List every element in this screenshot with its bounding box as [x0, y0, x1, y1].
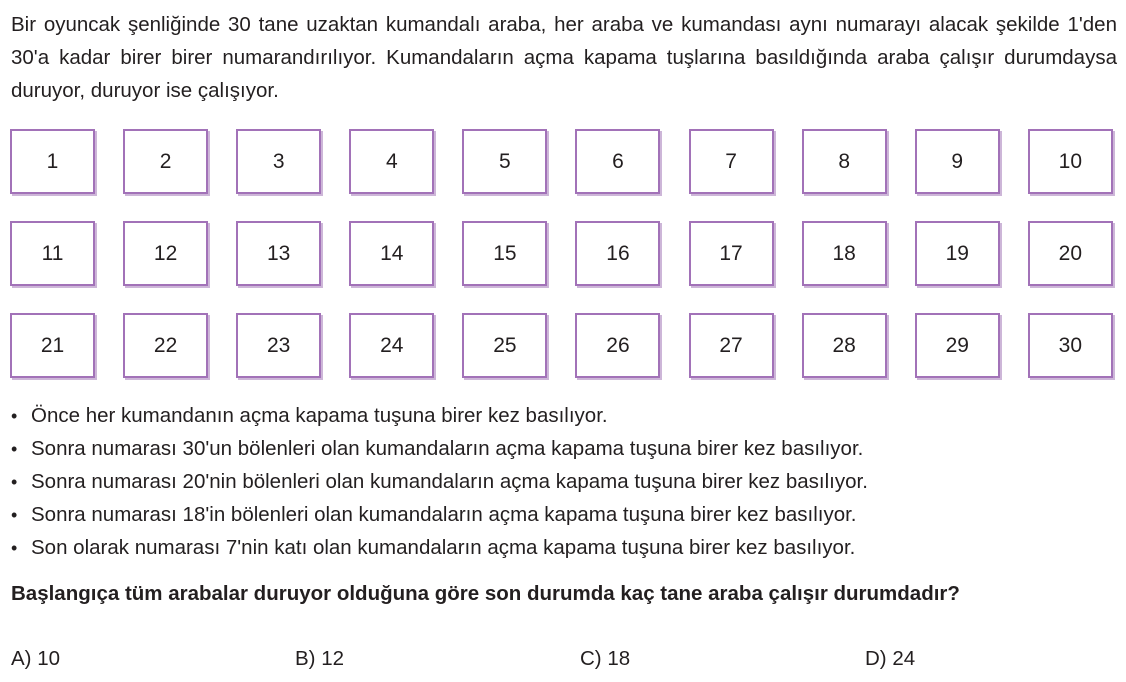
bullet-icon: •	[11, 538, 18, 558]
number-box: 24	[349, 313, 434, 378]
choice-b[interactable]: B) 12	[295, 647, 344, 670]
bullet-icon: •	[11, 406, 18, 426]
number-box: 23	[236, 313, 321, 378]
number-box: 19	[915, 221, 1000, 286]
answer-choices	[11, 642, 1111, 675]
number-box: 17	[689, 221, 774, 286]
number-box: 9	[915, 129, 1000, 194]
number-box: 10	[1028, 129, 1113, 194]
number-box: 5	[462, 129, 547, 194]
car-number-grid	[10, 129, 1114, 378]
number-box: 14	[349, 221, 434, 286]
choice-a[interactable]: A) 10	[11, 647, 60, 670]
number-box: 15	[462, 221, 547, 286]
number-box: 27	[689, 313, 774, 378]
number-box: 2	[123, 129, 208, 194]
number-box: 1	[10, 129, 95, 194]
number-box: 16	[575, 221, 660, 286]
number-box: 7	[689, 129, 774, 194]
step-item	[11, 465, 868, 498]
number-box: 4	[349, 129, 434, 194]
step-text: Son olarak numarası 7'nin katı olan kumandaların açma kapama tuşuna birer kez basılıyor.	[31, 536, 856, 559]
step-item	[11, 432, 868, 465]
problem-intro: Bir oyuncak şenliğinde 30 tane uzaktan kumandalı araba, her araba ve kumandası aynı numarayı alacak şekilde 1'den 30'a kadar birer birer numarandırılıyor. Kumandaların açma kapama tuşlarına basıldığında araba çalışır durumdaysa duruyor, duruyor ise çalışıyor.	[11, 13, 1117, 102]
step-text: Sonra numarası 20'nin bölenleri olan kumandaların açma kapama tuşuna birer kez basılıyor.	[31, 470, 868, 493]
number-box: 28	[802, 313, 887, 378]
step-text: Sonra numarası 18'in bölenleri olan kumandaların açma kapama tuşuna birer kez basılıyor.	[31, 503, 857, 526]
number-box: 3	[236, 129, 321, 194]
number-box: 20	[1028, 221, 1113, 286]
step-item	[11, 399, 868, 432]
step-item	[11, 498, 868, 531]
number-box: 25	[462, 313, 547, 378]
number-box: 12	[123, 221, 208, 286]
step-list	[11, 399, 868, 564]
bullet-icon: •	[11, 505, 18, 525]
bullet-icon: •	[11, 472, 18, 492]
number-box: 29	[915, 313, 1000, 378]
number-box: 8	[802, 129, 887, 194]
number-box: 22	[123, 313, 208, 378]
bullet-icon: •	[11, 439, 18, 459]
number-box: 30	[1028, 313, 1113, 378]
number-box: 21	[10, 313, 95, 378]
number-box: 13	[236, 221, 321, 286]
number-box: 18	[802, 221, 887, 286]
step-item	[11, 531, 868, 564]
choice-c[interactable]: C) 18	[580, 647, 631, 670]
step-text: Sonra numarası 30'un bölenleri olan kumandaların açma kapama tuşuna birer kez basılıyor.	[31, 437, 864, 460]
number-box: 11	[10, 221, 95, 286]
choice-d[interactable]: D) 24	[865, 647, 916, 670]
question-text: Başlangıça tüm arabalar duruyor olduğuna göre son durumda kaç tane araba çalışır durumdadır?	[11, 582, 960, 605]
number-box: 6	[575, 129, 660, 194]
step-text: Önce her kumandanın açma kapama tuşuna birer kez basılıyor.	[31, 404, 608, 427]
number-box: 26	[575, 313, 660, 378]
